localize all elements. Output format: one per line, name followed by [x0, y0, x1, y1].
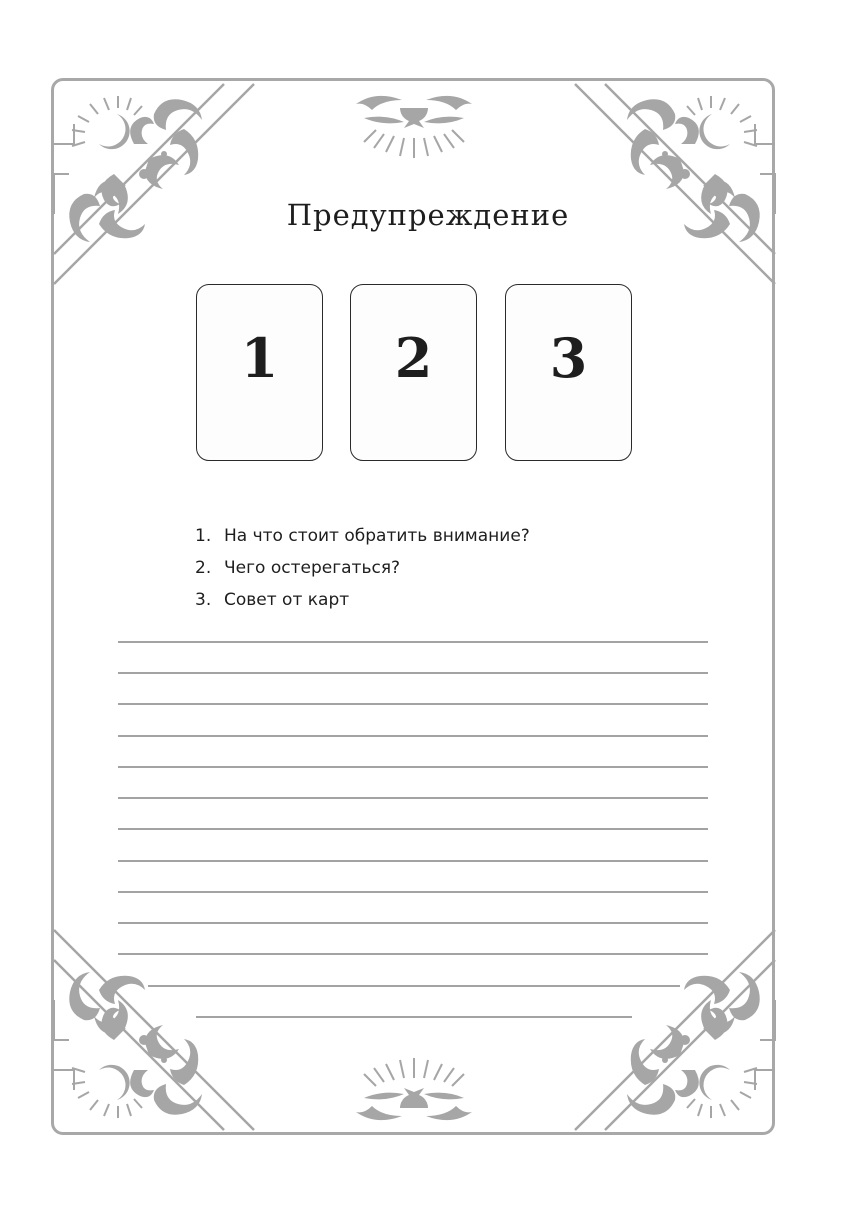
- question-text: Чего остерегаться?: [224, 558, 401, 578]
- writing-line: [118, 860, 708, 862]
- question-list: [195, 523, 530, 619]
- question-number: 1.: [195, 526, 212, 546]
- tarot-card-slot-1: [196, 284, 323, 461]
- writing-line: [118, 766, 708, 768]
- tarot-card-slot-3: [505, 284, 632, 461]
- card-number: 1: [240, 325, 279, 390]
- writing-line: [148, 985, 680, 987]
- question-item: [195, 587, 530, 619]
- writing-line: [118, 641, 708, 643]
- writing-line: [118, 797, 708, 799]
- writing-line: [118, 703, 708, 705]
- page-title: Предупреждение: [286, 198, 570, 232]
- writing-line: [118, 735, 708, 737]
- writing-line: [118, 922, 708, 924]
- question-number: 2.: [195, 558, 212, 578]
- writing-line: [118, 828, 708, 830]
- writing-line: [196, 1016, 632, 1018]
- question-item: [195, 555, 530, 587]
- writing-line: [118, 953, 708, 955]
- question-text: На что стоит обратить внимание?: [224, 526, 530, 546]
- question-item: [195, 523, 530, 555]
- card-number: 3: [549, 325, 588, 390]
- writing-line: [118, 672, 708, 674]
- writing-line: [118, 891, 708, 893]
- tarot-card-slot-2: [350, 284, 477, 461]
- card-number: 2: [394, 325, 433, 390]
- question-number: 3.: [195, 590, 212, 610]
- question-text: Совет от карт: [224, 590, 350, 610]
